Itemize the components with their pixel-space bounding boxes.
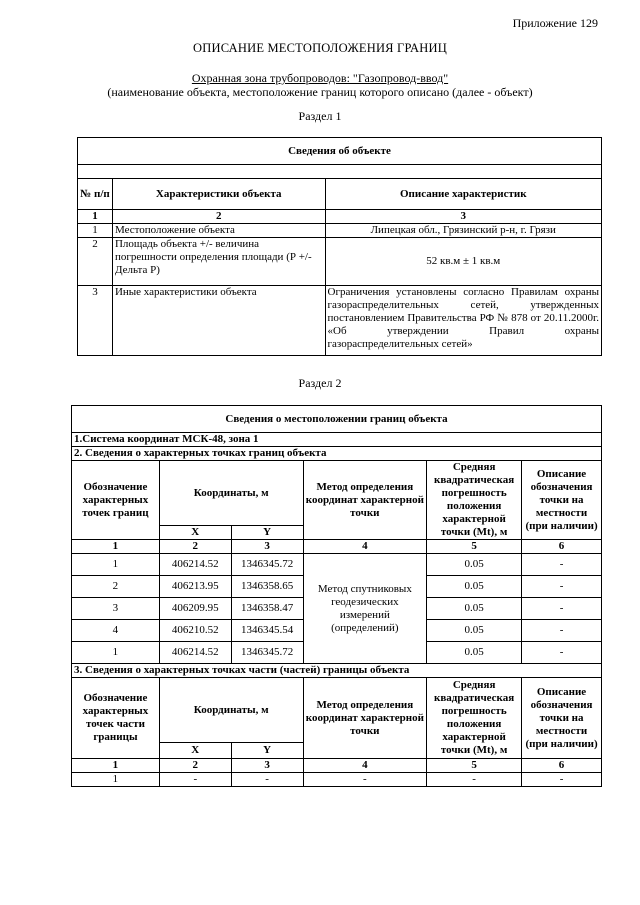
object-line (0, 71, 640, 86)
object-info-table (77, 137, 602, 356)
col-number: 6 (522, 759, 602, 773)
header-x: X (159, 743, 231, 759)
row-number: 2 (78, 238, 113, 286)
point-mt: 0.05 (427, 642, 522, 664)
row-number: 3 (78, 286, 113, 356)
col-number: 1 (72, 759, 160, 773)
header-coords: Координаты, м (159, 461, 303, 526)
header-desc: Описание обозначения точки на местности (при наличии) (522, 461, 602, 540)
point-mt: 0.05 (427, 554, 522, 576)
point-desc: - (522, 620, 602, 642)
col-number: 2 (112, 210, 325, 224)
row-name: Иные характеристики объекта (112, 286, 325, 356)
point-mt: 0.05 (427, 598, 522, 620)
col-number: 4 (303, 759, 427, 773)
row-name: Местоположение объекта (112, 224, 325, 238)
col-number: 2 (159, 759, 231, 773)
row-value: Ограничения установлены согласно Правилам охраны газораспределительных сетей, утвержденных постановлением Правительства РФ № 878 от 20.11.2000г. «Об утверждении Правил охраны газораспределительных сетей» (325, 286, 601, 356)
row-number: 1 (78, 224, 113, 238)
col-number: 4 (303, 540, 427, 554)
header-error: Средняя квадратическая погрешность положения характерной точки (Mt), м (427, 461, 522, 540)
col-header-number: № п/п (78, 179, 113, 210)
object-table-title: Сведения об объекте (78, 138, 602, 165)
header-y: Y (231, 526, 303, 540)
col-header-description: Описание характеристик (325, 179, 601, 210)
col-number: 5 (427, 540, 522, 554)
col-number: 5 (427, 759, 522, 773)
point-y: 1346358.47 (231, 598, 303, 620)
point-number: 1 (72, 554, 160, 576)
point-mt: 0.05 (427, 620, 522, 642)
coord-system: 1.Система координат МСК-48, зона 1 (72, 433, 602, 447)
header-x: X (159, 526, 231, 540)
point-mt: 0.05 (427, 576, 522, 598)
point-desc: - (522, 642, 602, 664)
row-name: Площадь объекта +/- величина погрешности определения площади (Р +/- Дельта Р) (112, 238, 325, 286)
header-point: Обозначение характерных точек границ (72, 461, 160, 540)
section2-heading: Раздел 2 (298, 376, 342, 390)
point-y: 1346345.72 (231, 642, 303, 664)
point-number: 3 (72, 598, 160, 620)
header-method: Метод определения координат характерной точки (303, 678, 427, 759)
table-row (78, 238, 602, 286)
part2-title: 2. Сведения о характерных точках границ объекта (72, 447, 602, 461)
object-name: Охранная зона трубопроводов: "Газопровод-ввод" (191, 71, 449, 85)
col-number: 3 (231, 540, 303, 554)
table-row (72, 773, 602, 787)
row-value: Липецкая обл., Грязинский р-н, г. Грязи (325, 224, 601, 238)
point-x: 406209.95 (159, 598, 231, 620)
boundary-table-title: Сведения о местоположении границ объекта (72, 406, 602, 433)
header-method: Метод определения координат характерной точки (303, 461, 427, 540)
table-row (72, 554, 602, 576)
point-y: 1346358.65 (231, 576, 303, 598)
part3-title: 3. Сведения о характерных точках части (частей) границы объекта (72, 664, 602, 678)
point-x: 406210.52 (159, 620, 231, 642)
point-desc: - (522, 554, 602, 576)
part-point-y: - (231, 773, 303, 787)
part-point-desc: - (522, 773, 602, 787)
point-number: 2 (72, 576, 160, 598)
point-number: 1 (72, 642, 160, 664)
part-point-x: - (159, 773, 231, 787)
col-number: 3 (325, 210, 601, 224)
col-number: 3 (231, 759, 303, 773)
table-row (78, 224, 602, 238)
appendix-label: Приложение 129 (512, 16, 598, 30)
header-y: Y (231, 743, 303, 759)
part-point-mt: - (427, 773, 522, 787)
point-x: 406214.52 (159, 554, 231, 576)
part-point-number: 1 (72, 773, 160, 787)
table-row (78, 286, 602, 356)
col-number: 1 (78, 210, 113, 224)
header-error: Средняя квадратическая погрешность положения характерной точки (Mt), м (427, 678, 522, 759)
point-x: 406214.52 (159, 642, 231, 664)
point-desc: - (522, 598, 602, 620)
col-header-characteristic: Характеристики объекта (112, 179, 325, 210)
col-number: 6 (522, 540, 602, 554)
object-note: (наименование объекта, местоположение границ которого описано (далее - объект) (107, 85, 533, 99)
method-cell: Метод спутниковых геодезических измерений (определений) (303, 554, 427, 664)
part-point-method: - (303, 773, 427, 787)
point-desc: - (522, 576, 602, 598)
header-desc: Описание обозначения точки на местности (при наличии) (522, 678, 602, 759)
header-point-part: Обозначение характерных точек части границы (72, 678, 160, 759)
header-coords: Координаты, м (159, 678, 303, 743)
point-y: 1346345.72 (231, 554, 303, 576)
point-x: 406213.95 (159, 576, 231, 598)
col-number: 1 (72, 540, 160, 554)
point-number: 4 (72, 620, 160, 642)
section1-heading: Раздел 1 (298, 109, 342, 123)
point-y: 1346345.54 (231, 620, 303, 642)
row-value: 52 кв.м ± 1 кв.м (325, 238, 601, 286)
boundary-table (71, 405, 602, 787)
col-number: 2 (159, 540, 231, 554)
document-title: ОПИСАНИЕ МЕСТОПОЛОЖЕНИЯ ГРАНИЦ (193, 41, 447, 55)
spacer-row (78, 165, 602, 179)
